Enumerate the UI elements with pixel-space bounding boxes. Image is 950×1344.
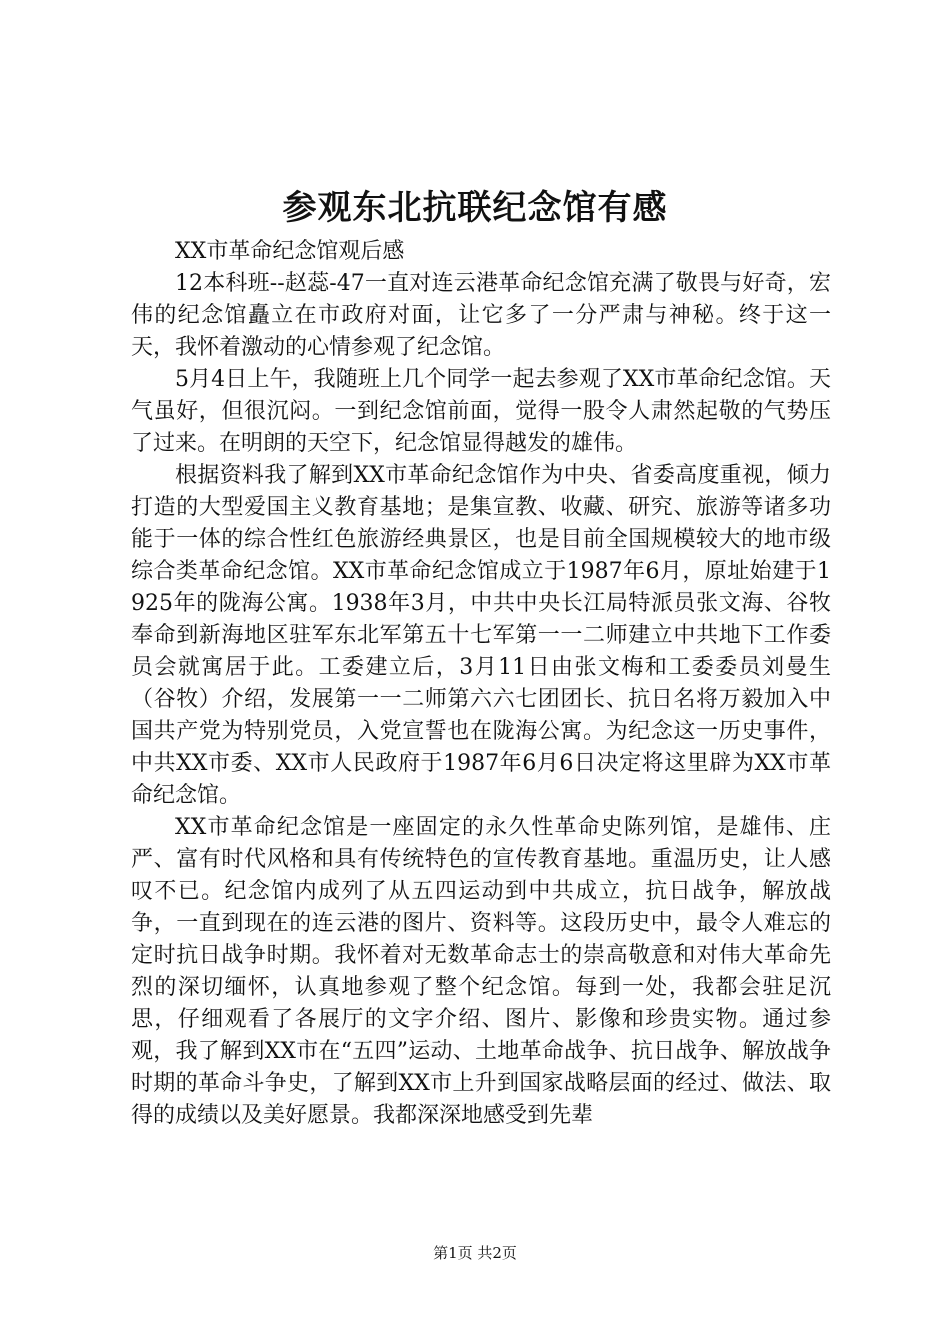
page-footer: 第1页 共2页 (433, 1244, 517, 1262)
paragraph: XX市革命纪念馆是一座固定的永久性革命史陈列馆，是雄伟、庄严、富有时代风格和具有传统特色的宣传教育基地。重温历史，让人感叹不已。纪念馆内成列了从五四运动到中共成立，抗日战争，解放战争，一直到现在的连云港的图片、资料等。这段历史中，最令人难忘的定时抗日战争时期。我怀着对无数革命志士的崇高敬意和对伟大革命先烈的深切缅怀，认真地参观了整个纪念馆。每到一处，我都会驻足沉思，仔细观看了各展厅的文字介绍、图片、影像和珍贵实物。通过参观，我了解到XX市在“五四”运动、土地革命战争、抗日战争、解放战争时期的革命斗争史，了解到XX市上升到国家战略层面的经过、做法、取得的成绩以及美好愿景。我都深深地感受到先辈 (131, 815, 831, 1128)
paragraph: 12本科班--赵蕊-47一直对连云港革命纪念馆充满了敬畏与好奇，宏伟的纪念馆矗立在市政府对面，让它多了一分严肃与神秘。终于这一天，我怀着激动的心情参观了纪念馆。 (131, 271, 831, 360)
document-body (131, 236, 831, 1132)
paragraph: 5月4日上午，我随班上几个同学一起去参观了XX市革命纪念馆。天气虽好，但很沉闷。一到纪念馆前面，觉得一股令人肃然起敬的气势压了过来。在明朗的天空下，纪念馆显得越发的雄伟。 (131, 367, 831, 456)
paragraph: 根据资料我了解到XX市革命纪念馆作为中央、省委高度重视，倾力打造的大型爱国主义教育基地；是集宣教、收藏、研究、旅游等诸多功能于一体的综合性红色旅游经典景区，也是目前全国规模较大的地市级综合类革命纪念馆。XX市革命纪念馆成立于1987年6月，原址始建于1925年的陇海公寓。1938年3月，中共中央长江局特派员张文海、谷牧奉命到新海地区驻军东北军第五十七军第一一二师建立中共地下工作委员会就寓居于此。工委建立后，3月11日由张文梅和工委委员刘曼生（谷牧）介绍，发展第一一二师第六六七团团长、抗日名将万毅加入中国共产党为特别党员，入党宣誓也在陇海公寓。为纪念这一历史事件，中共XX市委、XX市人民政府于1987年6月6日决定将这里辟为XX市革命纪念馆。 (131, 463, 831, 808)
paragraph: XX市革命纪念馆观后感 (175, 239, 405, 264)
document-title: 参观东北抗联纪念馆有感 (282, 188, 668, 228)
